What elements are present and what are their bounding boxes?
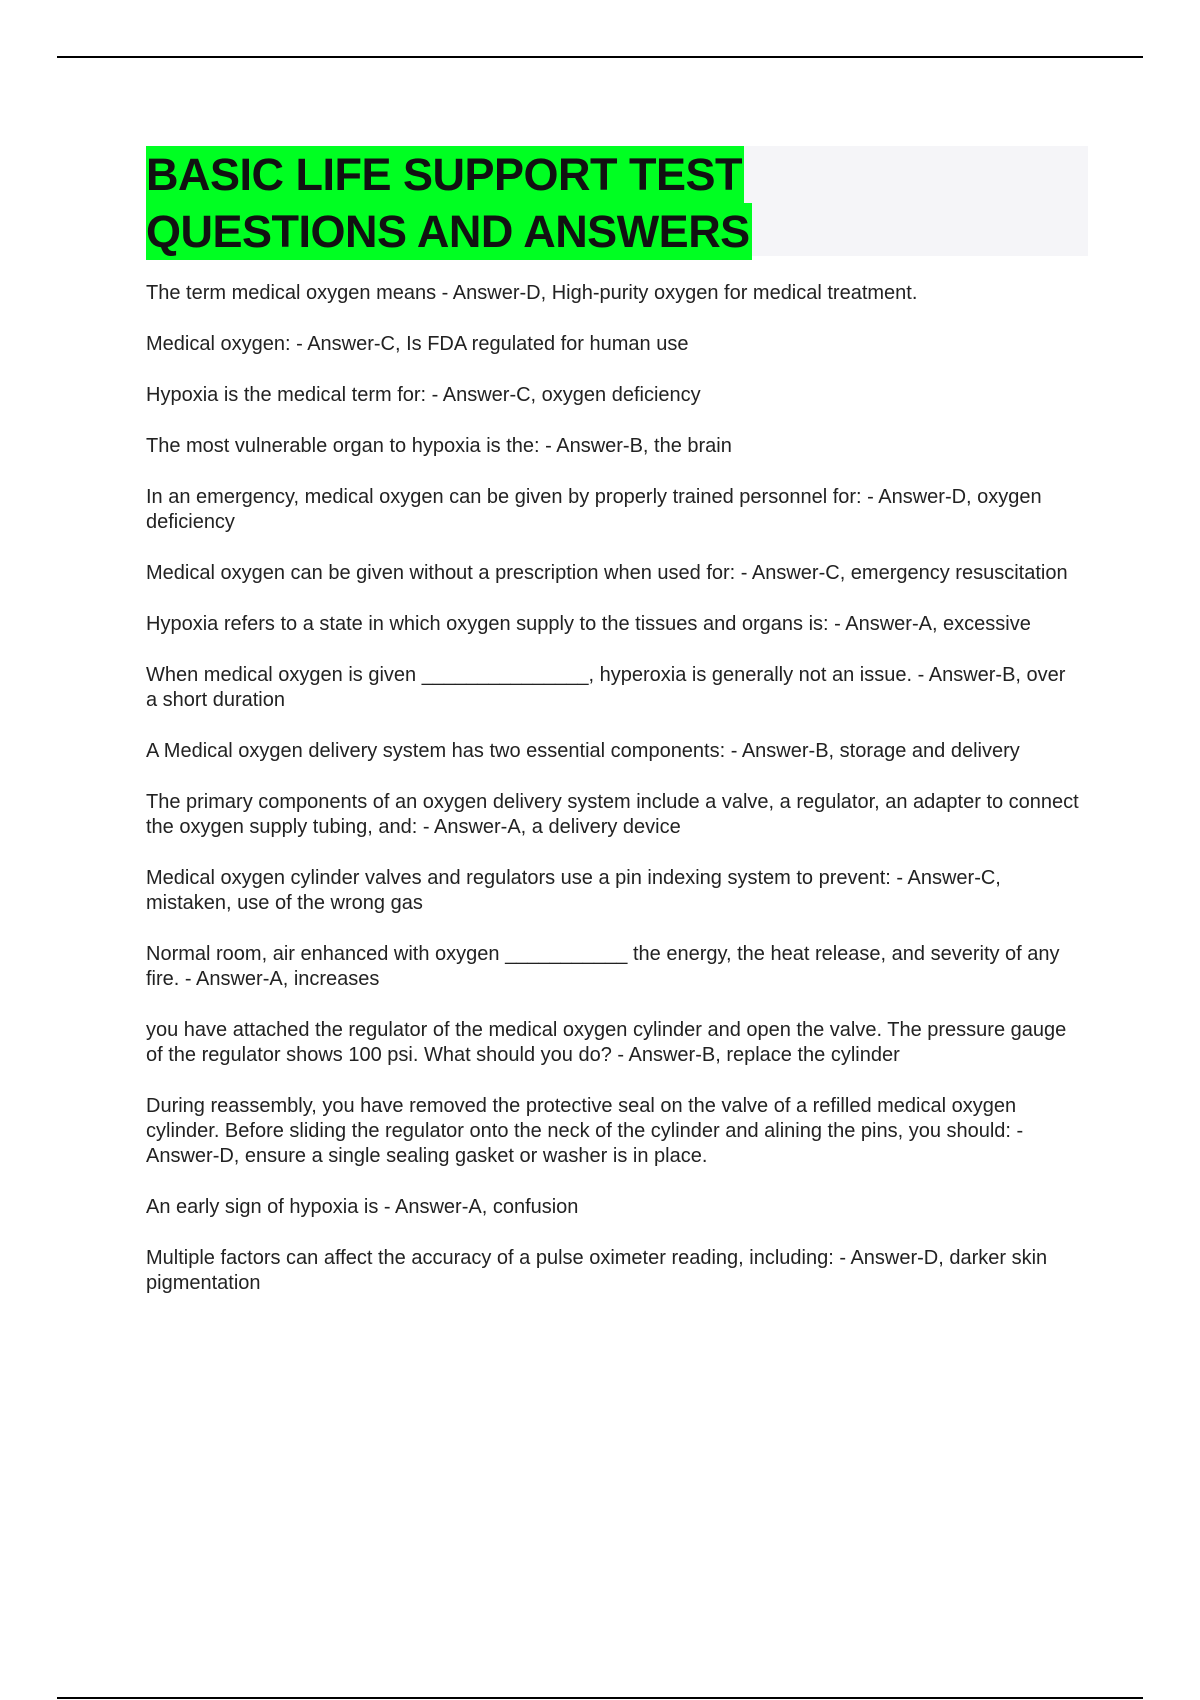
title-line-1: BASIC LIFE SUPPORT TEST [146,146,744,203]
qa-item: Medical oxygen can be given without a prescription when used for: - Answer-C, emergency resuscitation [146,562,1068,584]
qa-item: During reassembly, you have removed the protective seal on the valve of a refilled medical oxygen cylinder. Before sliding the regulator onto the neck of the cylinder and alining the pins, you should: - Answer-D, ensure a single sealing gasket or washer is in place. [146,1095,1024,1167]
qa-item: When medical oxygen is given _______________, hyperoxia is generally not an issue. - Answer-B, over a short duration [146,664,1066,711]
title-block [146,146,1088,256]
qa-list [146,281,1081,1322]
qa-item: Normal room, air enhanced with oxygen ___________ the energy, the heat release, and severity of any fire. - Answer-A, increases [146,943,1060,990]
qa-item: A Medical oxygen delivery system has two essential components: - Answer-B, storage and delivery [146,740,1020,762]
qa-item: In an emergency, medical oxygen can be given by properly trained personnel for: - Answer-D, oxygen deficiency [146,486,1042,533]
qa-item: Medical oxygen: - Answer-C, Is FDA regulated for human use [146,333,689,355]
qa-item: The primary components of an oxygen delivery system include a valve, a regulator, an adapter to connect the oxygen supply tubing, and: - Answer-A, a delivery device [146,791,1079,838]
page-title [146,146,1088,260]
qa-item: Multiple factors can affect the accuracy of a pulse oximeter reading, including: - Answer-D, darker skin pigmentation [146,1247,1048,1294]
qa-item: An early sign of hypoxia is - Answer-A, confusion [146,1196,579,1218]
title-line-2: QUESTIONS AND ANSWERS [146,203,752,260]
qa-item: Hypoxia is the medical term for: - Answer-C, oxygen deficiency [146,384,701,406]
qa-item: The most vulnerable organ to hypoxia is the: - Answer-B, the brain [146,435,732,457]
qa-item: you have attached the regulator of the medical oxygen cylinder and open the valve. The pressure gauge of the regulator shows 100 psi. What should you do? - Answer-B, replace the cylinder [146,1019,1067,1066]
qa-item: The term medical oxygen means - Answer-D, High-purity oxygen for medical treatment. [146,282,918,304]
qa-item: Hypoxia refers to a state in which oxygen supply to the tissues and organs is: - Answer-A, excessive [146,613,1031,635]
top-rule [57,56,1143,58]
qa-item: Medical oxygen cylinder valves and regulators use a pin indexing system to prevent: - Answer-C, mistaken, use of the wrong gas [146,867,1001,914]
bottom-rule [57,1697,1143,1699]
